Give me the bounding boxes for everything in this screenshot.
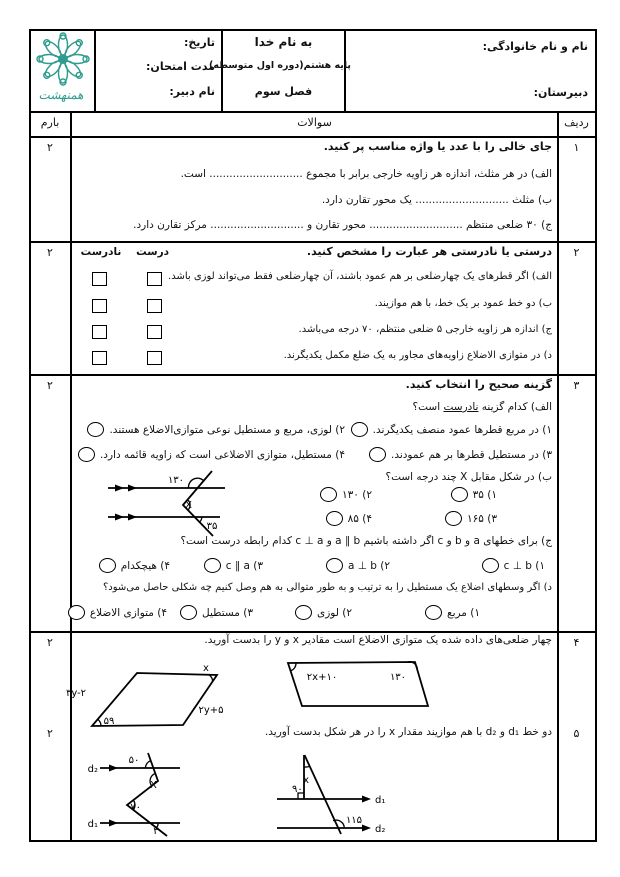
q2-c-true-checkbox[interactable] bbox=[147, 325, 162, 339]
q3-b-angle-35-label: ۳۵ bbox=[206, 521, 218, 532]
q2-true-header: درست bbox=[136, 246, 169, 258]
q3-b-option-4-label: ۴) ۸۵ bbox=[347, 512, 372, 525]
q3-b-angle-130-label: ۱۳۰ bbox=[167, 475, 185, 486]
q3-d-option-4[interactable] bbox=[68, 605, 167, 620]
q3-c-option-2-label: ۲) a ⊥ b bbox=[348, 559, 390, 572]
date-label: تاریخ: bbox=[183, 36, 215, 49]
q4-parallelogram-angles-diagram bbox=[270, 653, 440, 715]
q3-title: گزینه صحیح را انتخاب کنید. bbox=[405, 378, 552, 391]
q2-title: درستی یا نادرستی هر عبارت را مشخص کنید. bbox=[306, 245, 552, 258]
q3-a-underlined: نادرست bbox=[443, 401, 479, 413]
q3-b-option-2-circle[interactable] bbox=[320, 487, 337, 502]
border-top bbox=[30, 29, 597, 31]
q5-marks: ۲ bbox=[47, 727, 53, 740]
q2-d-true-checkbox[interactable] bbox=[147, 351, 162, 365]
q4-side-2y5-label: ۲y+۵ bbox=[198, 705, 224, 716]
q3-a-option-1-label: ۱) در مربع قطرها عمود منصف یکدیگرند. bbox=[372, 423, 552, 436]
q5-angle-50-label: ۵۰ bbox=[128, 755, 140, 766]
teacher-label: نام دبیر: bbox=[169, 85, 215, 98]
q3-d-option-1-label: ۱) مربع bbox=[446, 606, 480, 619]
q3-part-c-question: ج) برای خطهای a و b و c اگر داشته باشیم a ∥ b و c ⊥ a کدام رابطه درست است؟ bbox=[180, 535, 552, 547]
q3-d-option-1[interactable] bbox=[425, 605, 480, 620]
q2-item-a: الف) اگر قطرهای یک چهارضلعی بر هم عمود باشند، آن چهارضلعی فقط می‌تواند لوزی باشد. bbox=[168, 271, 552, 282]
divider-header-1 bbox=[94, 29, 96, 113]
grade-title: پایه هشتم(دوره اول متوسطه) bbox=[209, 60, 351, 71]
q3-a-option-1-circle[interactable] bbox=[351, 422, 368, 437]
q5-angle-70-label: ۷۰ bbox=[130, 802, 141, 813]
q5-left-d2-label: d₂ bbox=[87, 764, 98, 775]
q1-item-a: الف) در هر مثلث، اندازه هر زاویه خارجی برابر با مجموع ............................ است. bbox=[180, 168, 552, 180]
q2-item-c: ج) اندازه هر زاویه خارجی ۵ ضلعی منتظم، ۷۰ درجه می‌باشد. bbox=[298, 324, 552, 335]
border-q2-bottom bbox=[30, 374, 597, 376]
q3-d-option-3[interactable] bbox=[180, 605, 253, 620]
q3-marks: ۲ bbox=[47, 379, 53, 392]
q3-d-option-4-circle[interactable] bbox=[68, 605, 85, 620]
q3-c-option-2[interactable] bbox=[326, 558, 390, 573]
q3-b-option-1[interactable] bbox=[451, 487, 497, 502]
q3-c-option-1-circle[interactable] bbox=[482, 558, 499, 573]
q3-b-option-4[interactable] bbox=[326, 511, 372, 526]
q3-b-angle-x-label: X bbox=[185, 500, 192, 511]
border-colhead-bottom bbox=[30, 136, 597, 138]
q5-right-d1-label: d₁ bbox=[375, 795, 386, 806]
q3-b-option-4-circle[interactable] bbox=[326, 511, 343, 526]
q3-b-option-3-label: ۳) ۱۶۵ bbox=[467, 512, 497, 525]
school-label: دبیرستان: bbox=[533, 86, 588, 99]
q2-item-b: ب) دو خط عمود بر یک خط، با هم موازیند. bbox=[374, 298, 552, 309]
q4-angle-130-label: ۱۳۰ bbox=[389, 672, 407, 683]
q3-b-option-1-label: ۱) ۳۵ bbox=[472, 488, 497, 501]
q1-number: ۱ bbox=[573, 141, 580, 154]
q3-a-option-4-label: ۴) مستطیل، متوازی الاضلاعی است که زاویه قائمه دارد. bbox=[99, 448, 345, 461]
q3-a-prefix: الف) کدام گزینه bbox=[478, 401, 552, 413]
q4-angle-59-label: ۵۹ bbox=[103, 716, 115, 727]
border-q1-bottom bbox=[30, 241, 597, 243]
q3-a-option-3[interactable] bbox=[369, 447, 552, 462]
q2-b-true-checkbox[interactable] bbox=[147, 299, 162, 313]
q3-c-option-2-circle[interactable] bbox=[326, 558, 343, 573]
q3-d-option-4-label: ۴) متوازی الاضلاع bbox=[89, 606, 167, 619]
border-header-bottom bbox=[30, 111, 597, 113]
column-header-marks: بارم bbox=[40, 116, 60, 129]
q3-b-option-3-circle[interactable] bbox=[445, 511, 462, 526]
q3-c-option-3[interactable] bbox=[204, 558, 263, 573]
q3-d-option-2[interactable] bbox=[295, 605, 352, 620]
q3-part-d-question: د) اگر وسطهای اضلاع یک مستطیل را به ترتیب و به طور متوالی به هم وصل کنیم چه شکلی حاصل می‌شود؟ bbox=[102, 582, 552, 593]
border-right bbox=[595, 29, 597, 842]
border-q3-bottom bbox=[30, 631, 597, 633]
q2-false-header: نادرست bbox=[80, 246, 122, 258]
q2-c-false-checkbox[interactable] bbox=[92, 325, 107, 339]
q3-d-option-2-circle[interactable] bbox=[295, 605, 312, 620]
q3-a-option-2-label: ۲) لوزی، مربع و مستطیل نوعی متوازی‌الاضلاع هستند. bbox=[109, 423, 345, 436]
q2-a-false-checkbox[interactable] bbox=[92, 272, 107, 286]
q3-c-option-3-label: ۳) c ∥ a bbox=[225, 559, 263, 572]
q3-c-option-4-label: ۴) هیچکدام bbox=[120, 559, 170, 572]
q3-c-option-3-circle[interactable] bbox=[204, 558, 221, 573]
q3-c-option-1[interactable] bbox=[482, 558, 545, 573]
q4-number: ۴ bbox=[573, 636, 580, 649]
q3-b-option-1-circle[interactable] bbox=[451, 487, 468, 502]
q5-perpendicular-diagram bbox=[268, 750, 403, 840]
q5-angle-30-label: ۳۰ bbox=[153, 826, 164, 837]
q2-number: ۲ bbox=[573, 246, 580, 259]
q4-angle-2x10-label: ۲x+۱۰ bbox=[306, 672, 338, 683]
q4-title: چهار ضلعی‌های داده شده یک متوازی الاضلاع است مقادیر x و y را بدست آورید. bbox=[204, 634, 552, 646]
basmala: به نام خدا bbox=[254, 35, 313, 49]
q5-title: دو خط d₁ و d₂ با هم موازیند مقدار x را در هر شکل بدست آورید. bbox=[264, 726, 552, 738]
q3-d-option-3-label: ۳) مستطیل bbox=[202, 606, 253, 619]
q1-marks: ۲ bbox=[47, 141, 53, 154]
q3-d-option-1-circle[interactable] bbox=[425, 605, 442, 620]
q1-title: جای خالی را با عدد یا واژه مناسب پر کنید. bbox=[323, 140, 552, 153]
q3-d-option-3-circle[interactable] bbox=[180, 605, 197, 620]
q2-item-d: د) در متوازی الاضلاع زاویه‌های مجاور به یک ضلع مکمل یکدیگرند. bbox=[283, 350, 552, 361]
q1-item-c: ج) ۳۰ ضلعی منتظم ............................ محور تقارن و ............................ مرکز تقارن دارد. bbox=[133, 219, 552, 231]
q3-c-option-4[interactable] bbox=[99, 558, 170, 573]
q4-marks: ۲ bbox=[47, 636, 53, 649]
q3-a-option-4-circle[interactable] bbox=[78, 447, 95, 462]
q5-number: ۵ bbox=[573, 727, 580, 740]
q3-part-b-question: ب) در شکل مقابل X چند درجه است؟ bbox=[385, 471, 552, 483]
q3-d-option-2-label: ۲) لوزی bbox=[317, 606, 352, 619]
publisher-logo-icon bbox=[37, 32, 89, 86]
student-name-label: نام و نام خانوادگی: bbox=[482, 40, 588, 53]
q2-marks: ۲ bbox=[47, 246, 53, 259]
q3-a-option-1[interactable] bbox=[351, 422, 552, 437]
q3-c-option-1-label: ۱) c ⊥ b bbox=[503, 559, 545, 572]
q5-angle-90-label: ۹۰ bbox=[292, 784, 303, 795]
q3-a-option-2-circle[interactable] bbox=[87, 422, 104, 437]
q3-number: ۳ bbox=[573, 379, 580, 392]
publisher-logo-text: همنهشت bbox=[38, 88, 84, 102]
q4-parallelogram-sides-diagram bbox=[48, 658, 238, 743]
q3-a-suffix: است؟ bbox=[412, 401, 444, 413]
q1-item-b: ب) مثلث ............................ یک محور تقارن دارد. bbox=[321, 194, 552, 206]
q5-right-d2-label: d₂ bbox=[375, 824, 386, 835]
column-header-row: ردیف bbox=[564, 116, 589, 129]
q3-a-option-2[interactable] bbox=[87, 422, 345, 437]
q3-c-option-4-circle[interactable] bbox=[99, 558, 116, 573]
q5-right-angle-x-label: x bbox=[303, 775, 309, 786]
q2-b-false-checkbox[interactable] bbox=[92, 299, 107, 313]
q5-angle-115-label: ۱۱۵ bbox=[345, 815, 363, 826]
q5-angle-x-label: X bbox=[150, 780, 157, 791]
chapter-title: فصل سوم bbox=[254, 85, 313, 98]
q4-side-3y2-label: ۳y-۲ bbox=[65, 688, 87, 699]
q3-b-option-3[interactable] bbox=[445, 511, 497, 526]
q2-d-false-checkbox[interactable] bbox=[92, 351, 107, 365]
q3-a-option-3-circle[interactable] bbox=[369, 447, 386, 462]
q3-a-option-4[interactable] bbox=[78, 447, 345, 462]
q3-a-option-3-label: ۳) در مستطیل قطرها بر هم عمودند. bbox=[390, 448, 552, 461]
q5-zigzag-diagram bbox=[58, 750, 208, 842]
q5-left-d1-label: d₁ bbox=[87, 819, 98, 830]
q3-b-option-2-label: ۲) ۱۳۰ bbox=[342, 488, 372, 501]
q2-a-true-checkbox[interactable] bbox=[147, 272, 162, 286]
q3-b-option-2[interactable] bbox=[320, 487, 372, 502]
duration-label: مدت امتحان: bbox=[146, 60, 215, 73]
column-header-questions: سوالات bbox=[297, 116, 332, 129]
q4-angle-x-label: x bbox=[203, 663, 209, 674]
q3-part-a-question bbox=[413, 401, 552, 414]
